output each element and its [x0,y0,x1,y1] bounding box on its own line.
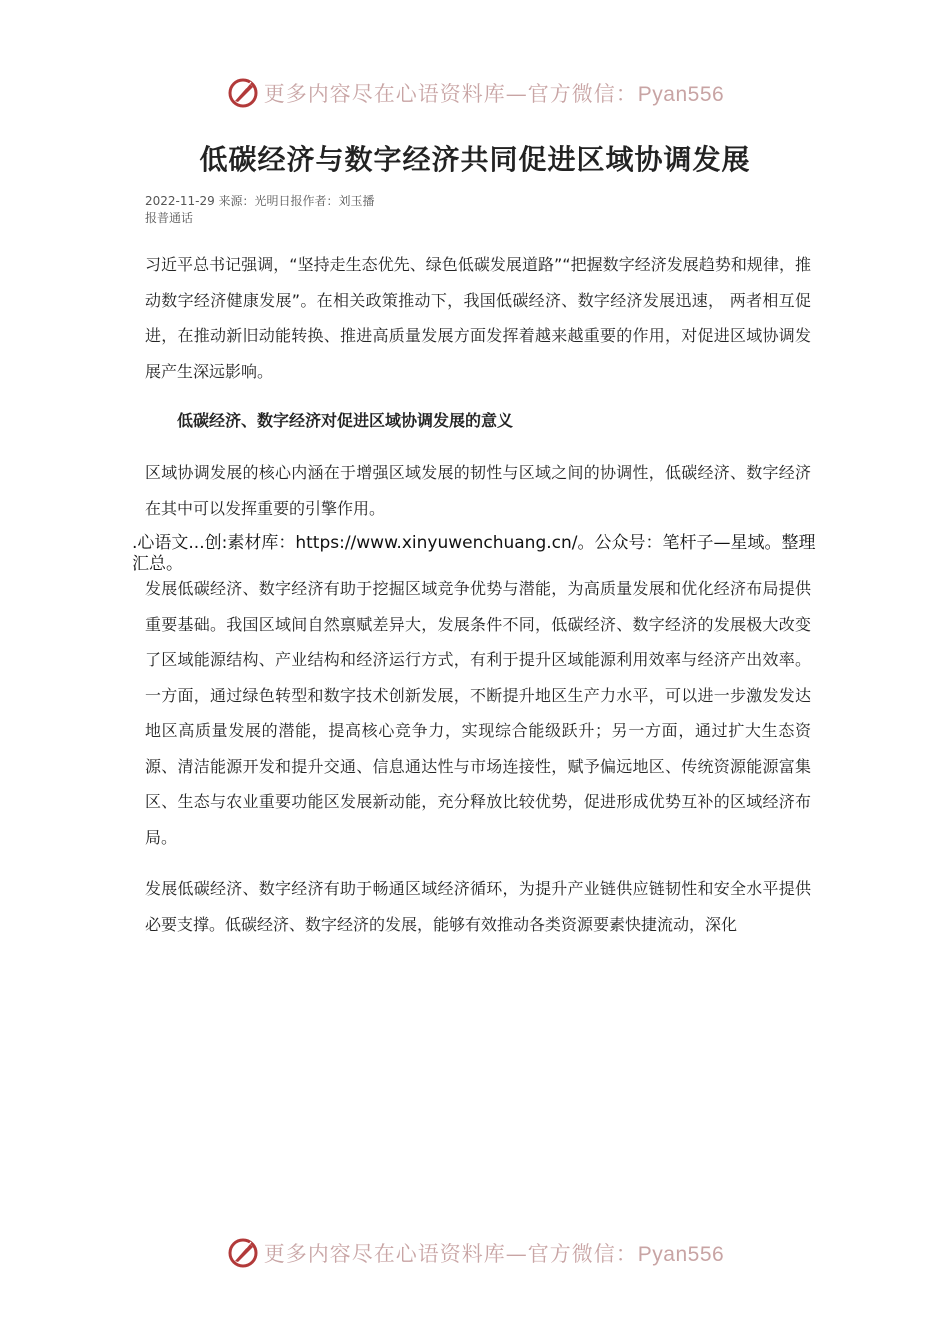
paragraph-2: 区域协调发展的核心内涵在于增强区域发展的韧性与区域之间的协调性，低碳经济、数字经济在其中可以发挥重要的引擎作用。 [145,463,811,518]
banner-wechat-id: Pyan556 [637,83,725,106]
header-banner [0,73,950,113]
banner-wechat-id: Pyan556 [637,1243,725,1266]
article-meta: 2022-11-29 来源：光明日报作者：刘玉播报普通话 [145,194,375,225]
paragraph-3: 发展低碳经济、数字经济有助于挖掘区域竞争优势与潜能，为高质量发展和优化经济布局提供重要基础。我国区域间自然禀赋差异大，发展条件不同，低碳经济、数字经济的发展极大改变了区域能源结构、产业结构和经济运行方式，有利于提升区域能源利用效率与经济产出效率。一方面，通过绿色转型和数字技术创新发展，不断提升地区生产力水平，可以进一步激发发达地区高质量发展的潜能，提高核心竞争力，实现综合能级跃升；另一方面，通过扩大生态资源、清洁能源开发和提升交通、信息通达性与市场连接性，赋予偏远地区、传统资源能源富集区、生态与农业重要功能区发展新动能，充分释放比较优势，促进形成优势互补的区域经济布局。 [145,579,811,847]
feather-pen-logo-icon [226,1236,260,1270]
paragraph-1: 习近平总书记强调，“坚持走生态优先、绿色低碳发展道路”“把握数字经济发展趋势和规律，推动数字经济健康发展”。在相关政策推动下，我国低碳经济、数字经济发展迅速， 两者相互促进，在推动新旧动能转换、推进高质量发展方面发挥着越来越重要的作用，对促进区域协调发展产生深远影响。 [145,255,811,381]
paragraph-4: 发展低碳经济、数字经济有助于畅通区域经济循环，为提升产业链供应链韧性和安全水平提供必要支撑。低碳经济、数字经济的发展，能够有效推动各类资源要素快捷流动，深化 [145,879,811,934]
article-title: 低碳经济与数字经济共同促进区域协调发展 [199,143,751,176]
banner-label: 更多内容尽在心语资料库—官方微信： [263,1242,638,1266]
banner-text [264,1238,724,1268]
banner-text [264,78,724,108]
feather-pen-logo-icon [226,76,260,110]
footer-banner [0,1233,950,1273]
banner-label: 更多内容尽在心语资料库—官方微信： [263,82,638,106]
source-watermark-text: .心语文...创:素材库：https://www.xinyuwenchuang.cn/。公众号：笔杆子—星域。整理汇总。 [132,533,816,574]
section-heading: 低碳经济、数字经济对促进区域协调发展的意义 [177,411,514,430]
